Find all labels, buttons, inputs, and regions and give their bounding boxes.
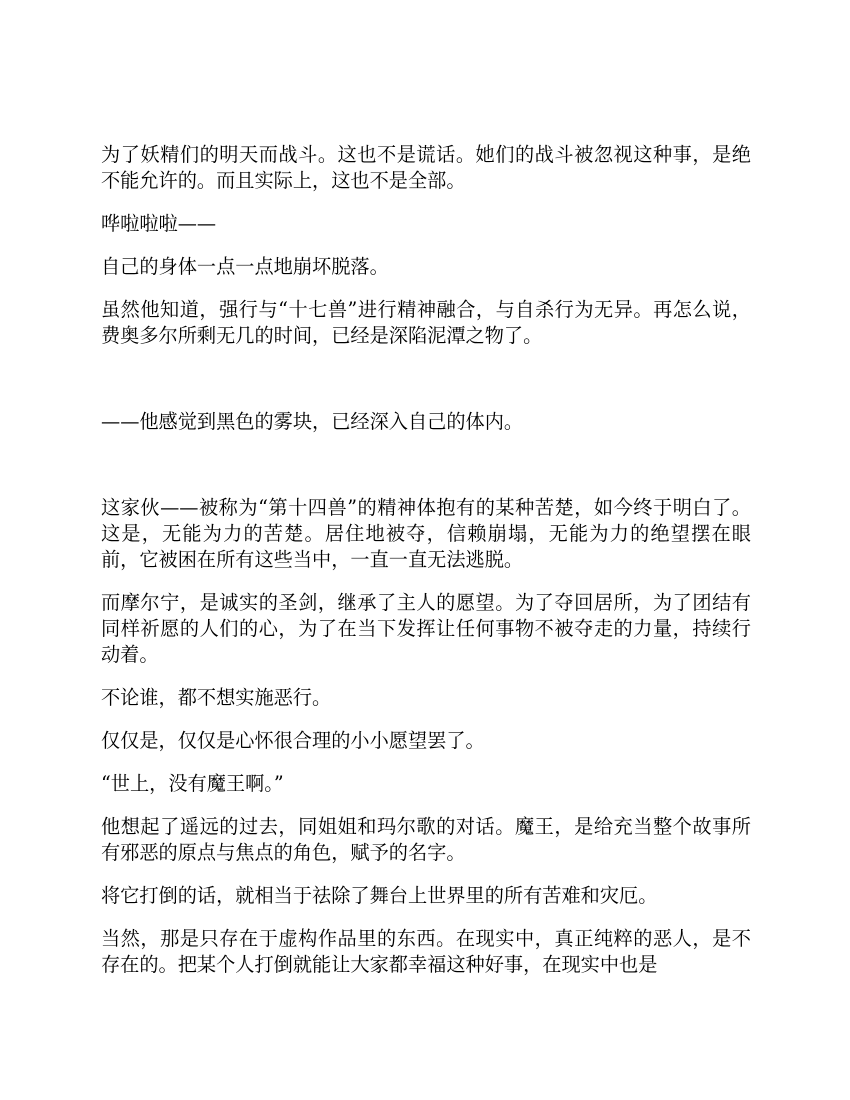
body-text xyxy=(101,142,751,995)
paragraph-10: “世上，没有魔王啊。” xyxy=(101,772,284,795)
paragraph-12: 将它打倒的话，就相当于祛除了舞台上世界里的所有苦难和灾厄。 xyxy=(101,884,658,907)
paragraph-5: ——他感觉到黑色的雾块，已经深入自己的体内。 xyxy=(101,410,524,433)
section-gap xyxy=(101,366,751,409)
section-gap xyxy=(101,452,751,495)
paragraph-11: 他想起了遥远的过去，同姐姐和玛尔歌的对话。魔王，是给充当整个故事所有邪恶的原点与焦点的角色，赋予的名字。 xyxy=(101,815,751,864)
paragraph-4: 虽然他知道，强行与“十七兽”进行精神融合，与自杀行为无异。再怎么说，费奥多尔所剩无几的时间，已经是深陷泥潭之物了。 xyxy=(101,298,751,347)
paragraph-9: 仅仅是，仅仅是心怀很合理的小小愿望罢了。 xyxy=(101,729,485,752)
paragraph-2: 哗啦啦啦—— xyxy=(101,212,217,235)
paragraph-1: 为了妖精们的明天而战斗。这也不是谎话。她们的战斗被忽视这种事，是绝不能允许的。而且实际上，这也不是全部。 xyxy=(101,143,751,192)
paragraph-6: 这家伙——被称为“第十四兽”的精神体抱有的某种苦楚，如今终于明白了。这是，无能为力的苦楚。居住地被夺，信赖崩塌，无能为力的绝望摆在眼前，它被困在所有这些当中，一直一直无法逃脱。 xyxy=(101,496,751,571)
paragraph-3: 自己的身体一点一点地崩坏脱落。 xyxy=(101,255,389,278)
paragraph-8: 不论谁，都不想实施恶行。 xyxy=(101,686,332,709)
paragraph-13: 当然，那是只存在于虚构作品里的东西。在现实中，真正纯粹的恶人，是不存在的。把某个人打倒就能让大家都幸福这种好事，在现实中也是 xyxy=(101,927,751,976)
paragraph-7: 而摩尔宁，是诚实的圣剑，继承了主人的愿望。为了夺回居所，为了团结有同样祈愿的人们的心，为了在当下发挥让任何事物不被夺走的力量，持续行动着。 xyxy=(101,591,751,666)
